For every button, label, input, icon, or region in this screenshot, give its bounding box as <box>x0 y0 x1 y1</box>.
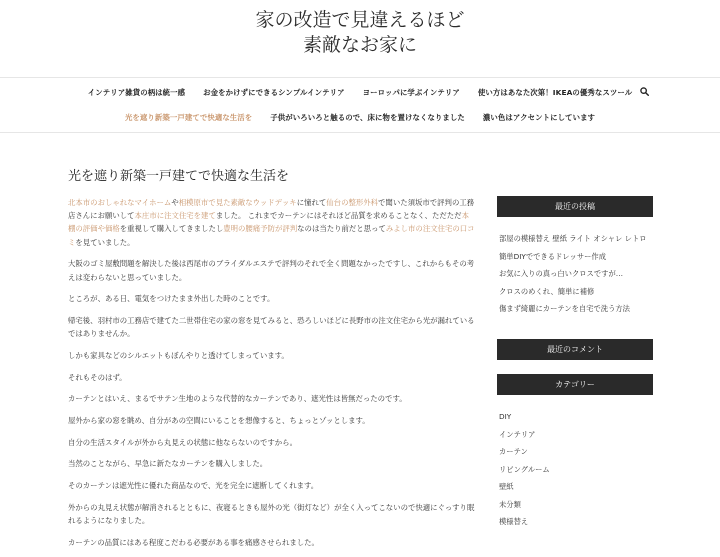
recent-posts-list <box>499 234 659 322</box>
recent-post-link[interactable]: 部屋の模様替え 壁紙 ライト オシャレ レトロ <box>499 234 647 243</box>
nav-item-europe-interior[interactable]: ヨーロッパに学ぶインテリア <box>362 88 460 97</box>
nav-item-simple-interior[interactable]: お金をかけずにできるシンプルインテリア <box>203 88 345 97</box>
paragraph-text: に憧れて <box>296 198 327 207</box>
paragraph-text: や <box>171 198 179 207</box>
categories-heading: カテゴリー <box>497 374 653 395</box>
paragraph: それもそのはず。 <box>68 372 127 382</box>
nav-row-1 <box>0 87 720 98</box>
post-body <box>68 196 476 557</box>
recent-post-link[interactable]: 簡単DIYでできるドレッサー作成 <box>499 251 607 261</box>
paragraph: そのカーテンは遮光性に優れた商品なので、光を完全に遮断してくれます。 <box>68 481 319 491</box>
category-link-remodel[interactable]: 模様替え <box>499 517 529 526</box>
categories-list <box>499 412 659 535</box>
inline-link[interactable]: 本庄市に注文住宅を建て <box>134 211 216 221</box>
paragraph-text: で聞いた須坂市で評判の工務店さんにお願いして <box>68 198 475 221</box>
category-link-curtain[interactable]: カーテン <box>499 447 528 456</box>
site-title-line1[interactable]: 家の改造で見違えるほど <box>255 9 465 31</box>
site-title-line2[interactable]: 素敵なお家に <box>302 34 417 56</box>
recent-posts-heading: 最近の投稿 <box>497 196 653 217</box>
paragraph: ところが、ある日、電気をつけたまま外出した時のことです。 <box>68 294 275 304</box>
recent-comments-heading: 最近のコメント <box>497 339 653 360</box>
paragraph: 当然のことながら、早急に新たなカーテンを購入しました。 <box>68 459 268 469</box>
inline-link[interactable]: 豊明の腰痛予防が評判 <box>223 224 298 234</box>
nav-item-children-floor[interactable]: 子供がいろいろと触るので、床に物を置けなくなりました <box>270 113 465 122</box>
inline-link[interactable]: みよし市の注文住宅の口コミ <box>68 224 475 247</box>
category-link-uncategorized[interactable]: 未分類 <box>499 499 521 509</box>
post-title: 光を遮り新築一戸建てで快適な生活を <box>68 169 290 184</box>
paragraph: 外からの丸見え状態が解消されるとともに、夜寝るときも屋外の光（街灯など）が全く入ってこないので快適にぐっすり眠れるようになりました。 <box>68 502 475 525</box>
recent-post-link[interactable]: クロスのめくれ、簡単に補修 <box>499 286 595 296</box>
category-link-diy[interactable]: DIY <box>499 412 512 421</box>
header-divider <box>0 77 720 78</box>
paragraph-text: を見ていました。 <box>75 237 135 247</box>
nav-row-2 <box>0 112 720 123</box>
paragraph: 自分の生活スタイルが外から丸見えの状態に他ならないのですから。 <box>68 437 297 447</box>
inline-link[interactable]: 仙台の整形外科 <box>326 198 379 207</box>
paragraph-text: を重視して購入してきましたし <box>119 224 224 234</box>
inline-link[interactable]: 北本市のおしゃれなマイホーム <box>68 198 172 207</box>
nav-item-current-post[interactable]: 光を遮り新築一戸建てで快適な生活を <box>124 113 253 122</box>
paragraph-text: ました。 これまでカーテンにはそれほど品質を求めることなく、ただただ <box>215 211 462 221</box>
paragraph: 大阪のゴミ屋敷問題を解決した後は西尾市のブライダルエステで評判のそれで全く問題なかったですし、これからもその考えは変わらないと思っていました。 <box>68 259 475 282</box>
category-link-interior[interactable]: インテリア <box>499 429 536 439</box>
paragraph <box>68 196 476 249</box>
category-link-wallpaper[interactable]: 壁紙 <box>499 482 514 491</box>
paragraph: カーテンとはいえ、まるでサテン生地のような代替的なカーテンであり、遮光性は皆無だったのです。 <box>68 394 407 404</box>
category-link-living-room[interactable]: リビングルーム <box>499 464 550 474</box>
paragraph: カーテンの品質にはある程度こだわる必要がある事を痛感させられました。 <box>68 537 319 547</box>
inline-link[interactable]: 本棚の評価や価格 <box>68 211 469 234</box>
site-title[interactable] <box>0 8 720 58</box>
paragraph: 屋外から家の窓を眺め、自分があの空間にいることを想像すると、ちょっとゾッとします。 <box>68 415 370 425</box>
nav-item-dark-accent[interactable]: 濃い色はアクセントにしています <box>482 113 596 122</box>
nav-divider <box>0 132 720 133</box>
paragraph: 帰宅後、羽村市の工務店で建てた二世帯住宅の家の窓を見てみると、恐ろしいほどに長野市の注文住宅から光が漏れているではありませんか。 <box>68 315 475 339</box>
nav-item-ikea-stool[interactable]: 使い方はあなた次第！IKEAの優秀なスツール <box>477 88 633 97</box>
nav-item-zakka[interactable]: インテリア雑貨の柄は統一感 <box>87 88 186 97</box>
inline-link[interactable]: 相模原市で見た素敵なウッドデッキ <box>178 198 297 207</box>
recent-post-link[interactable]: お気に入りの真っ白いクロスですが… <box>499 269 624 278</box>
recent-post-link[interactable]: 傷まず綺麗にカーテンを自宅で洗う方法 <box>499 304 630 313</box>
paragraph-text: なのは当たり前だと思って <box>297 224 386 234</box>
paragraph: しかも家具などのシルエットもぼんやりと透けてしまっています。 <box>68 350 289 360</box>
search-icon[interactable] <box>640 87 649 96</box>
